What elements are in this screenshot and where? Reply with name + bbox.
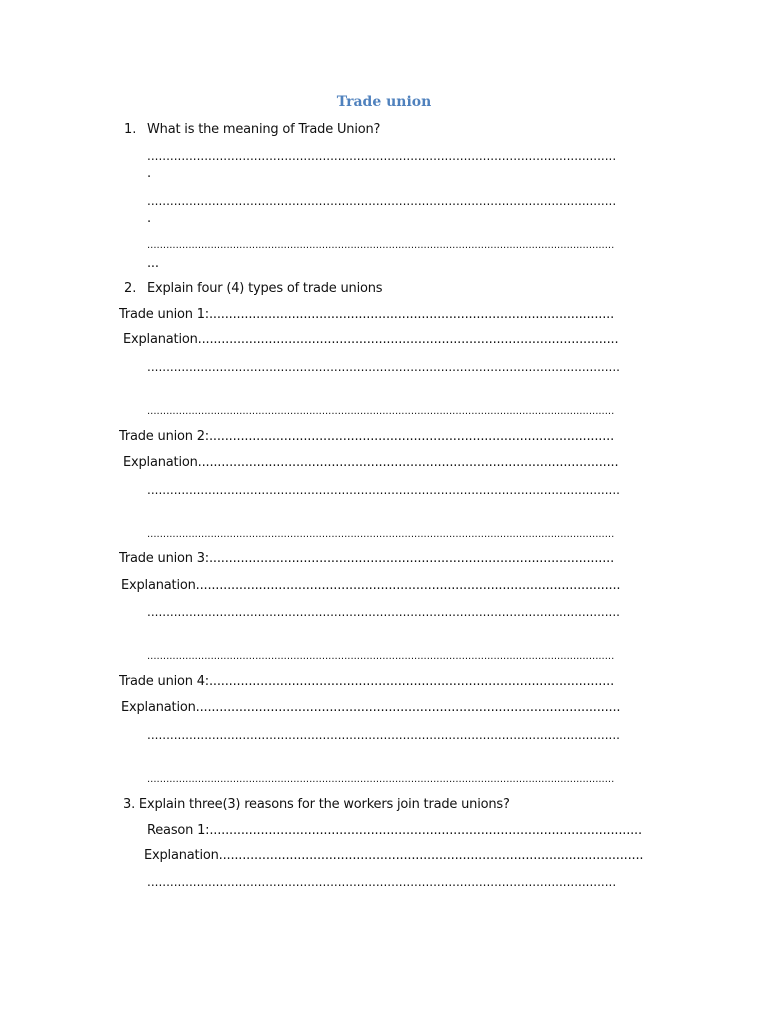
- q1-answer-line-3: ...................................................................................................................................................: [147, 240, 615, 251]
- trade-union-4-line: Trade union 4:.......................................................................................................: [119, 674, 615, 689]
- union-3-answer-line-1: ............................................................................................................................: [147, 605, 620, 619]
- reason-1-line: Reason 1:..............................................................................................................: [147, 823, 642, 838]
- union-2-answer-line-2: ...................................................................................................................................................: [147, 529, 615, 540]
- reason-1-explanation-line: Explanation............................................................................................................: [144, 848, 644, 863]
- q1-answer-line-1: ...........................................................................................................................: [147, 149, 617, 163]
- union-1-explanation-line: Explanation...........................................................................................................: [123, 332, 619, 347]
- trade-union-3-line: Trade union 3:.......................................................................................................: [119, 551, 615, 566]
- trade-union-2-line: Trade union 2:.......................................................................................................: [119, 429, 615, 444]
- q1-answer-line-2: ...........................................................................................................................: [147, 194, 617, 208]
- union-4-explanation-line: Explanation............................................................................................................: [121, 700, 621, 715]
- question-2-number: 2.: [124, 281, 137, 296]
- union-4-answer-line-1: ............................................................................................................................: [147, 728, 620, 742]
- reason-1-answer-line: ...........................................................................................................................: [147, 875, 617, 889]
- union-2-explanation-line: Explanation...........................................................................................................: [123, 455, 619, 470]
- union-3-explanation-line: Explanation............................................................................................................: [121, 578, 621, 593]
- q1-answer-line-3-wrap: ...: [147, 256, 159, 271]
- q1-answer-line-1-wrap: .: [147, 166, 151, 181]
- question-3-text: 3. Explain three(3) reasons for the workers join trade unions?: [123, 797, 510, 812]
- question-1-number: 1.: [124, 122, 137, 137]
- union-2-answer-line-1: ............................................................................................................................: [147, 483, 620, 497]
- union-4-answer-line-2: ...................................................................................................................................................: [147, 774, 615, 785]
- page-title: Trade union: [336, 94, 432, 110]
- union-1-answer-line-1: ............................................................................................................................: [147, 360, 620, 374]
- union-3-answer-line-2: ...................................................................................................................................................: [147, 651, 615, 662]
- trade-union-1-line: Trade union 1:.......................................................................................................: [119, 307, 615, 322]
- q1-answer-line-2-wrap: .: [147, 211, 151, 226]
- question-1-text: What is the meaning of Trade Union?: [147, 122, 381, 137]
- question-2-text: Explain four (4) types of trade unions: [147, 281, 383, 296]
- union-1-answer-line-2: ...................................................................................................................................................: [147, 406, 615, 417]
